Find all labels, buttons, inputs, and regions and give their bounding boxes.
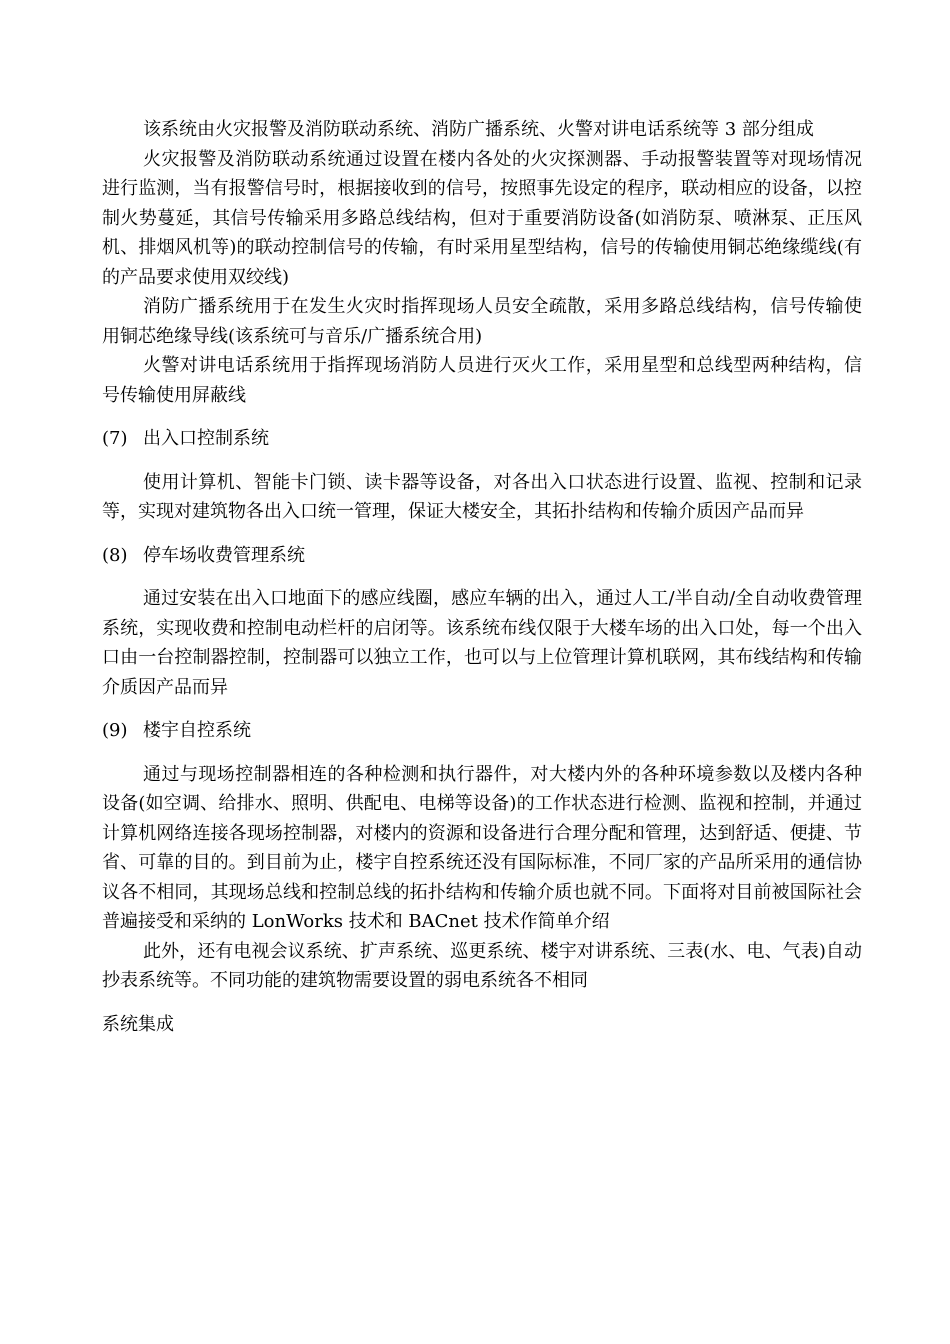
section-title: 出入口控制系统 bbox=[143, 428, 269, 449]
paragraph-fire-broadcast: 消防广播系统用于在发生火灾时指挥现场人员安全疏散，采用多路总线结构，信号传输使用铜芯绝缘导线(该系统可与音乐/广播系统合用) bbox=[102, 296, 862, 347]
paragraph-other-systems: 此外，还有电视会议系统、扩声系统、巡更系统、楼宇对讲系统、三表(水、电、气表)自动抄表系统等。不同功能的建筑物需要设置的弱电系统各不相同 bbox=[102, 940, 862, 991]
section-number: (9) bbox=[102, 720, 128, 741]
paragraph-parking: 通过安装在出入口地面下的感应线圈，感应车辆的出入，通过人工/半自动/全自动收费管理系统，实现收费和控制电动栏杆的启闭等。该系统布线仅限于大楼车场的出入口处，每一个出入口由一台控制器控制，控制器可以独立工作，也可以与上位管理计算机联网，其布线结构和传输介质因产品而异 bbox=[102, 588, 862, 698]
section-title: 停车场收费管理系统 bbox=[143, 544, 305, 566]
paragraph-fire-intercom: 火警对讲电话系统用于指挥现场消防人员进行灭火工作，采用星型和总线型两种结构，信号传输使用屏蔽线 bbox=[102, 355, 862, 406]
paragraph-fire-alarm: 火灾报警及消防联动系统通过设置在楼内各处的火灾探测器、手动报警装置等对现场情况进行监测，当有报警信号时，根据接收到的信号，按照事先设定的程序，联动相应的设备，以控制火势蔓延，其信号传输采用多路总线结构，但对于重要消防设备(如消防泵、喷淋泵、正压风机、排烟风机等)的联动控制信号的传输，有时采用星型结构，信号的传输使用铜芯绝缘缆线(有的产品要求使用双绞线) bbox=[102, 148, 862, 288]
paragraph-access-control: 使用计算机、智能卡门锁、读卡器等设备，对各出入口状态进行设置、监视、控制和记录等，实现对建筑物各出入口统一管理，保证大楼安全，其拓扑结构和传输介质因产品而异 bbox=[102, 471, 862, 522]
paragraph-fire-overview: 该系统由火灾报警及消防联动系统、消防广播系统、火警对讲电话系统等 3 部分组成 bbox=[143, 119, 814, 140]
document-page bbox=[102, 115, 862, 1039]
paragraph-building-automation: 通过与现场控制器相连的各种检测和执行器件，对大楼内外的各种环境参数以及楼内各种设备(如空调、给排水、照明、供配电、电梯等设备)的工作状态进行检测、监视和控制，并通过计算机网络连接各现场控制器，对楼内的资源和设备进行合理分配和管理，达到舒适、便捷、节省、可靠的目的。到目前为止，楼宇自控系统还没有国际标准，不同厂家的产品所采用的通信协议各不相同，其现场总线和控制总线的拓扑结构和传输介质也就不同。下面将对目前被国际社会普遍接受和采纳的 LonWorks 技术和 BACnet 技术作简单介绍 bbox=[102, 763, 862, 932]
section-heading-building-automation bbox=[102, 702, 862, 760]
heading-system-integration: 系统集成 bbox=[102, 1013, 174, 1035]
section-number: (8) bbox=[102, 544, 128, 566]
section-heading-access-control bbox=[102, 410, 862, 468]
section-heading-parking bbox=[102, 527, 862, 585]
section-title: 楼宇自控系统 bbox=[143, 720, 251, 741]
section-number: (7) bbox=[102, 428, 128, 449]
